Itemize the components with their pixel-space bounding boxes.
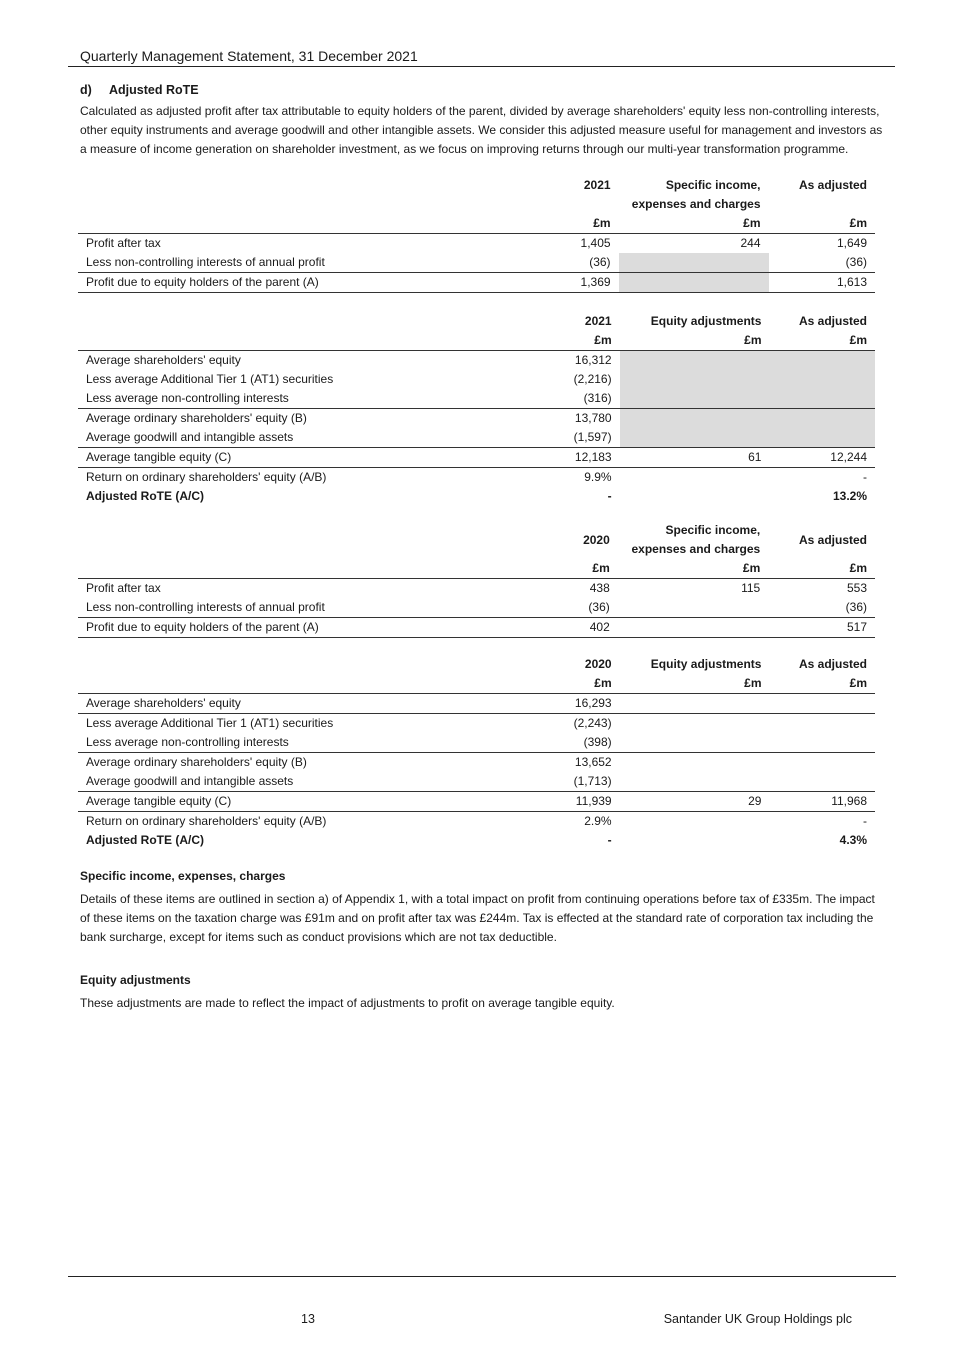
col-header-year: 2020 <box>583 532 610 547</box>
table-row <box>78 694 875 714</box>
value-cell: (36) <box>588 600 610 614</box>
col-header-year: 2021 <box>584 314 612 328</box>
row-label: Average shareholders' equity <box>86 353 241 367</box>
note-equity-text: These adjustments are made to reflect the impact of adjustments to profit on average tangible equity. <box>80 996 615 1010</box>
shaded-cell <box>769 370 875 389</box>
col-header-specific <box>618 521 768 559</box>
row-label: Less non-controlling interests of annual profit <box>86 255 325 269</box>
table-2020-equity <box>78 655 875 850</box>
table-row <box>78 468 875 488</box>
value-cell: 1,613 <box>769 273 875 293</box>
value-cell <box>620 468 770 488</box>
table-row <box>78 273 875 293</box>
value-cell: 13,780 <box>574 409 620 429</box>
shaded-cell <box>620 351 770 371</box>
value-cell: 115 <box>741 581 761 595</box>
value-cell: (36) <box>845 600 867 614</box>
table-2021-profit <box>78 176 875 293</box>
value-cell: (1,713) <box>573 774 612 788</box>
value-cell: 1,369 <box>581 273 619 293</box>
value-cell: 2.9% <box>584 814 612 828</box>
unit-label: £m <box>574 674 620 694</box>
unit-label: £m <box>769 331 875 351</box>
value-cell: 16,293 <box>574 694 620 714</box>
note-equity-title: Equity adjustments <box>80 973 191 987</box>
value-cell <box>769 753 875 773</box>
shaded-cell <box>619 253 769 273</box>
value-cell <box>620 831 770 850</box>
shaded-cell <box>769 389 875 409</box>
unit-label: £m <box>768 559 875 579</box>
table-row <box>78 618 875 638</box>
value-cell: 244 <box>740 236 761 250</box>
note-specific-text: Details of these items are outlined in section a) of Appendix 1, with a total impact on profit from continuing operations before tax of £335m. The impact of these items on the taxation charge was £91m and on profit after tax was £244m. Tax is effected at the standard rate of corporation tax including the bank surcharge, except for items such as conduct provisions which are not tax deductible. <box>80 892 875 944</box>
table-row <box>78 487 875 506</box>
table-row <box>78 812 875 832</box>
table-row <box>78 389 875 409</box>
row-label: Profit after tax <box>86 581 161 595</box>
unit-label: £m <box>618 559 768 579</box>
unit-label: £m <box>620 674 770 694</box>
col-header-specific-line2: expenses and charges <box>631 542 761 556</box>
value-cell <box>618 598 768 618</box>
table-row <box>78 792 875 812</box>
col-header-equity-adjustments: Equity adjustments <box>650 657 762 671</box>
table-row <box>78 579 875 599</box>
value-cell <box>769 714 875 734</box>
value-cell: 12,244 <box>769 448 875 468</box>
value-cell: 11,968 <box>769 792 875 812</box>
table-row <box>78 428 875 448</box>
section-number: d) <box>80 83 92 97</box>
value-cell <box>620 694 770 714</box>
value-cell: (36) <box>589 255 611 269</box>
shaded-cell <box>769 428 875 448</box>
value-cell: 61 <box>620 448 770 468</box>
value-cell: 12,183 <box>574 448 620 468</box>
shaded-cell <box>769 409 875 429</box>
table-row <box>78 714 875 734</box>
col-header-specific-line2: expenses and charges <box>631 197 761 211</box>
col-header-equity-adjustments: Equity adjustments <box>650 314 762 328</box>
row-label: Adjusted RoTE (A/C) <box>86 833 204 847</box>
row-label: Return on ordinary shareholders' equity (A/B) <box>86 470 327 484</box>
section-title <box>80 83 199 97</box>
value-cell: (316) <box>583 391 612 405</box>
table-row <box>78 733 875 753</box>
value-cell <box>620 772 770 792</box>
value-cell: (398) <box>583 735 612 749</box>
col-header-specific-line1: Specific income, <box>665 178 761 192</box>
row-label: Less average non-controlling interests <box>86 391 289 405</box>
value-cell: (1,597) <box>573 430 612 444</box>
value-cell: 517 <box>768 618 875 638</box>
value-cell: - <box>607 489 612 503</box>
footer-divider <box>68 1276 896 1277</box>
row-label: Adjusted RoTE (A/C) <box>86 489 204 503</box>
col-header-specific-line1: Specific income, <box>665 523 761 537</box>
col-header-year: 2021 <box>583 178 611 192</box>
page-number: 13 <box>301 1312 315 1326</box>
value-cell <box>620 812 770 832</box>
table-2020-profit <box>78 521 875 638</box>
table-row <box>78 598 875 618</box>
row-label: Return on ordinary shareholders' equity (A/B) <box>86 814 327 828</box>
row-label: Average goodwill and intangible assets <box>86 774 294 788</box>
unit-label: £m <box>769 214 875 234</box>
table-2021-equity <box>78 312 875 506</box>
row-label: Average tangible equity (C) <box>78 792 574 812</box>
row-label: Average tangible equity (C) <box>78 448 574 468</box>
value-cell <box>620 487 770 506</box>
value-cell: (2,243) <box>573 716 612 730</box>
value-cell <box>620 753 770 773</box>
value-cell: 9.9% <box>584 470 612 484</box>
shaded-cell <box>620 409 770 429</box>
unit-label: £m <box>583 559 618 579</box>
row-label: Profit after tax <box>86 236 161 250</box>
row-label: Average ordinary shareholders' equity (B) <box>78 753 574 773</box>
col-header-as-adjusted: As adjusted <box>798 657 867 671</box>
table-row <box>78 753 875 773</box>
row-label: Average ordinary shareholders' equity (B) <box>78 409 574 429</box>
table-row <box>78 831 875 850</box>
section-title-text: Adjusted RoTE <box>109 83 199 97</box>
value-cell: 438 <box>589 581 610 595</box>
value-cell: 11,939 <box>574 792 620 812</box>
value-cell: 4.3% <box>839 833 867 847</box>
table-row <box>78 409 875 429</box>
table-row <box>78 448 875 468</box>
section-intro: Calculated as adjusted profit after tax attributable to equity holders of the parent, divided by average shareholders' equity less non-controlling interests, other equity instruments and average goodwill and other intangible assets. We consider this adjusted measure useful for management and investors as a measure of income generation on shareholder investment, as we focus on improving returns through our multi-year transformation programme. <box>80 104 883 156</box>
unit-label: £m <box>619 214 769 234</box>
value-cell <box>618 618 768 638</box>
value-cell <box>769 733 875 753</box>
table-row <box>78 234 875 254</box>
value-cell <box>769 694 875 714</box>
row-label: Less average Additional Tier 1 (AT1) securities <box>86 372 334 386</box>
value-cell: 13.2% <box>832 489 867 503</box>
shaded-cell <box>620 428 770 448</box>
page-header-title: Quarterly Management Statement, 31 December 2021 <box>80 48 418 64</box>
unit-label: £m <box>769 674 875 694</box>
value-cell <box>620 714 770 734</box>
col-header-as-adjusted: As adjusted <box>798 532 867 547</box>
unit-label: £m <box>581 214 619 234</box>
value-cell: (2,216) <box>573 372 612 386</box>
value-cell: - <box>607 833 612 847</box>
value-cell: 16,312 <box>574 353 612 367</box>
shaded-cell <box>620 389 770 409</box>
row-label: Profit due to equity holders of the parent (A) <box>78 273 581 293</box>
table-row <box>78 772 875 792</box>
row-label: Average shareholders' equity <box>78 694 574 714</box>
header-divider <box>68 66 895 67</box>
value-cell <box>620 733 770 753</box>
value-cell: 29 <box>620 792 770 812</box>
value-cell: 13,652 <box>574 753 620 773</box>
value-cell: - <box>863 470 867 484</box>
col-header-year: 2020 <box>584 657 612 671</box>
col-header-as-adjusted: As adjusted <box>798 178 867 192</box>
row-label: Less average non-controlling interests <box>86 735 289 749</box>
unit-label: £m <box>620 331 770 351</box>
value-cell: 1,405 <box>580 236 611 250</box>
row-label: Average goodwill and intangible assets <box>86 430 294 444</box>
note-specific-title: Specific income, expenses, charges <box>80 869 286 883</box>
unit-label: £m <box>574 331 620 351</box>
value-cell: - <box>863 814 867 828</box>
value-cell: (36) <box>845 255 867 269</box>
row-label: Less non-controlling interests of annual profit <box>86 600 325 614</box>
shaded-cell <box>619 273 769 293</box>
row-label: Less average Additional Tier 1 (AT1) securities <box>86 716 334 730</box>
value-cell: 1,649 <box>836 236 867 250</box>
value-cell: 402 <box>583 618 618 638</box>
value-cell <box>769 772 875 792</box>
col-header-as-adjusted: As adjusted <box>798 314 867 328</box>
company-name: Santander UK Group Holdings plc <box>663 1312 852 1326</box>
value-cell: 553 <box>846 581 867 595</box>
table-row <box>78 370 875 389</box>
row-label: Profit due to equity holders of the parent (A) <box>78 618 583 638</box>
shaded-cell <box>620 370 770 389</box>
shaded-cell <box>769 351 875 371</box>
table-row <box>78 351 875 371</box>
table-row <box>78 253 875 273</box>
